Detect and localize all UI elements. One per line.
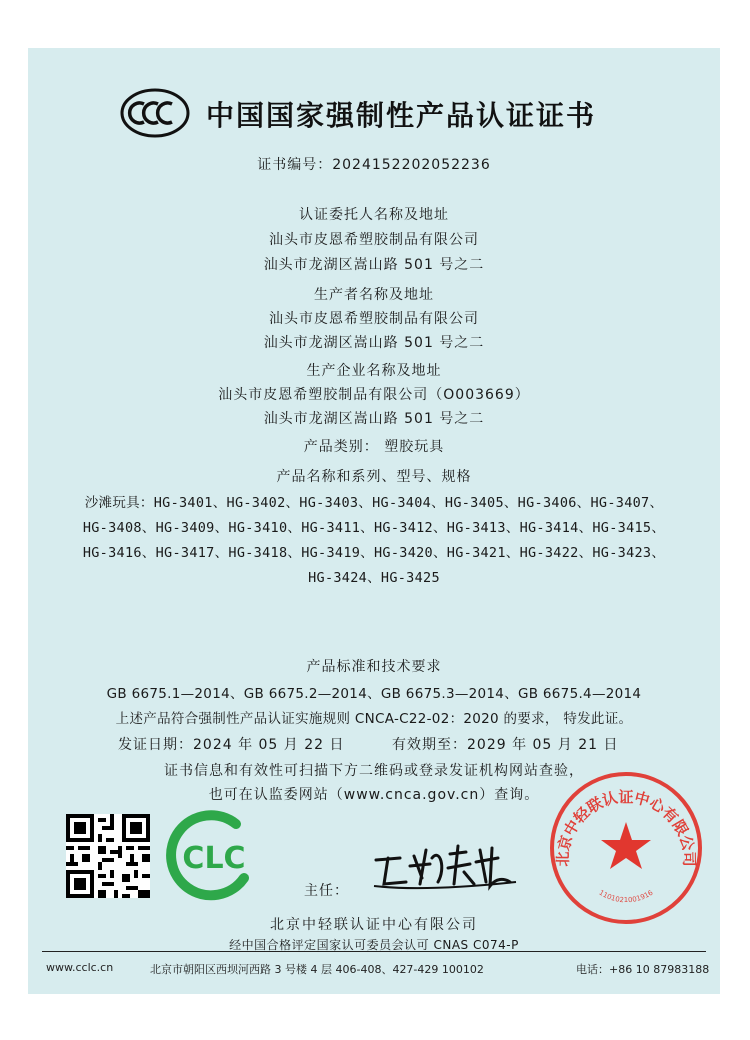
clc-logo-icon bbox=[166, 810, 262, 902]
verify-line-1: 证书信息和有效性可扫描下方二维码或登录发证机构网站查验， bbox=[164, 763, 584, 779]
issuer-name: 北京中轻联认证中心有限公司 bbox=[270, 917, 478, 933]
footer-website[interactable]: www.cclc.cn bbox=[46, 961, 114, 974]
product-models-line: HG-3416、HG-3417、HG-3418、HG-3419、HG-3420、HG-3421、HG-3422、HG-3423、 bbox=[82, 545, 666, 561]
certificate-number: 证书编号：2024152202052236 bbox=[257, 157, 491, 173]
factory-name: 汕头市皮恩希塑胶制品有限公司（O003669） bbox=[218, 387, 530, 403]
certificate-sheet bbox=[28, 48, 720, 994]
expiry-date: 有效期至：2029 年 05 月 21 日 bbox=[392, 737, 619, 753]
manufacturer-address: 汕头市龙湖区嵩山路 501 号之二 bbox=[263, 335, 485, 351]
applicant-name: 汕头市皮恩希塑胶制品有限公司 bbox=[269, 232, 479, 248]
qr-code-icon[interactable] bbox=[66, 814, 150, 898]
svg-text:北京中轻联认证中心有限公司: 北京中轻联认证中心有限公司 bbox=[553, 788, 699, 867]
standards-label: 产品标准和技术要求 bbox=[306, 659, 442, 675]
product-models-line: HG-3408、HG-3409、HG-3410、HG-3411、HG-3412、HG-3413、HG-3414、HG-3415、 bbox=[82, 520, 666, 536]
factory-address: 汕头市龙湖区嵩山路 501 号之二 bbox=[263, 411, 485, 427]
svg-text:1101021001916: 1101021001916 bbox=[597, 888, 655, 905]
product-models-label: 产品名称和系列、型号、规格 bbox=[276, 469, 472, 485]
footer-address: 北京市朝阳区西坝河西路 3 号楼 4 层 406-408、427-429 100102 bbox=[150, 963, 484, 976]
manufacturer-name: 汕头市皮恩希塑胶制品有限公司 bbox=[269, 311, 479, 327]
certificate-title: 中国国家强制性产品认证证书 bbox=[206, 99, 597, 132]
signature-label: 主任： bbox=[304, 883, 349, 899]
official-seal-icon bbox=[546, 768, 706, 928]
manufacturer-label: 生产者名称及地址 bbox=[314, 287, 434, 303]
ccc-logo-icon bbox=[120, 88, 190, 138]
standards-value: GB 6675.1—2014、GB 6675.2—2014、GB 6675.3—2014、GB 6675.4—2014 bbox=[106, 686, 642, 702]
issue-date: 发证日期：2024 年 05 月 22 日 bbox=[118, 737, 345, 753]
footer-divider bbox=[42, 951, 706, 952]
product-models-line: 沙滩玩具：HG-3401、HG-3402、HG-3403、HG-3404、HG-3405、HG-3406、HG-3407、 bbox=[84, 495, 664, 511]
verify-line-2: 也可在认监委网站（www.cnca.gov.cn）查询。 bbox=[208, 787, 540, 803]
applicant-label: 认证委托人名称及地址 bbox=[299, 207, 449, 223]
footer-phone: 电话：+86 10 87983188 bbox=[576, 963, 710, 976]
product-category: 产品类别： 塑胶玩具 bbox=[303, 439, 445, 455]
accreditation-text: 经中国合格评定国家认可委员会认可 CNAS C074-P bbox=[229, 938, 519, 952]
applicant-address: 汕头市龙湖区嵩山路 501 号之二 bbox=[263, 257, 485, 273]
compliance-statement: 上述产品符合强制性产品认证实施规则 CNCA-C22-02：2020 的要求， 特发此证。 bbox=[115, 711, 633, 727]
director-signature-icon bbox=[370, 838, 520, 894]
factory-label: 生产企业名称及地址 bbox=[306, 363, 442, 379]
product-models-line: HG-3424、HG-3425 bbox=[308, 570, 440, 586]
svg-text:CLC: CLC bbox=[182, 841, 246, 876]
